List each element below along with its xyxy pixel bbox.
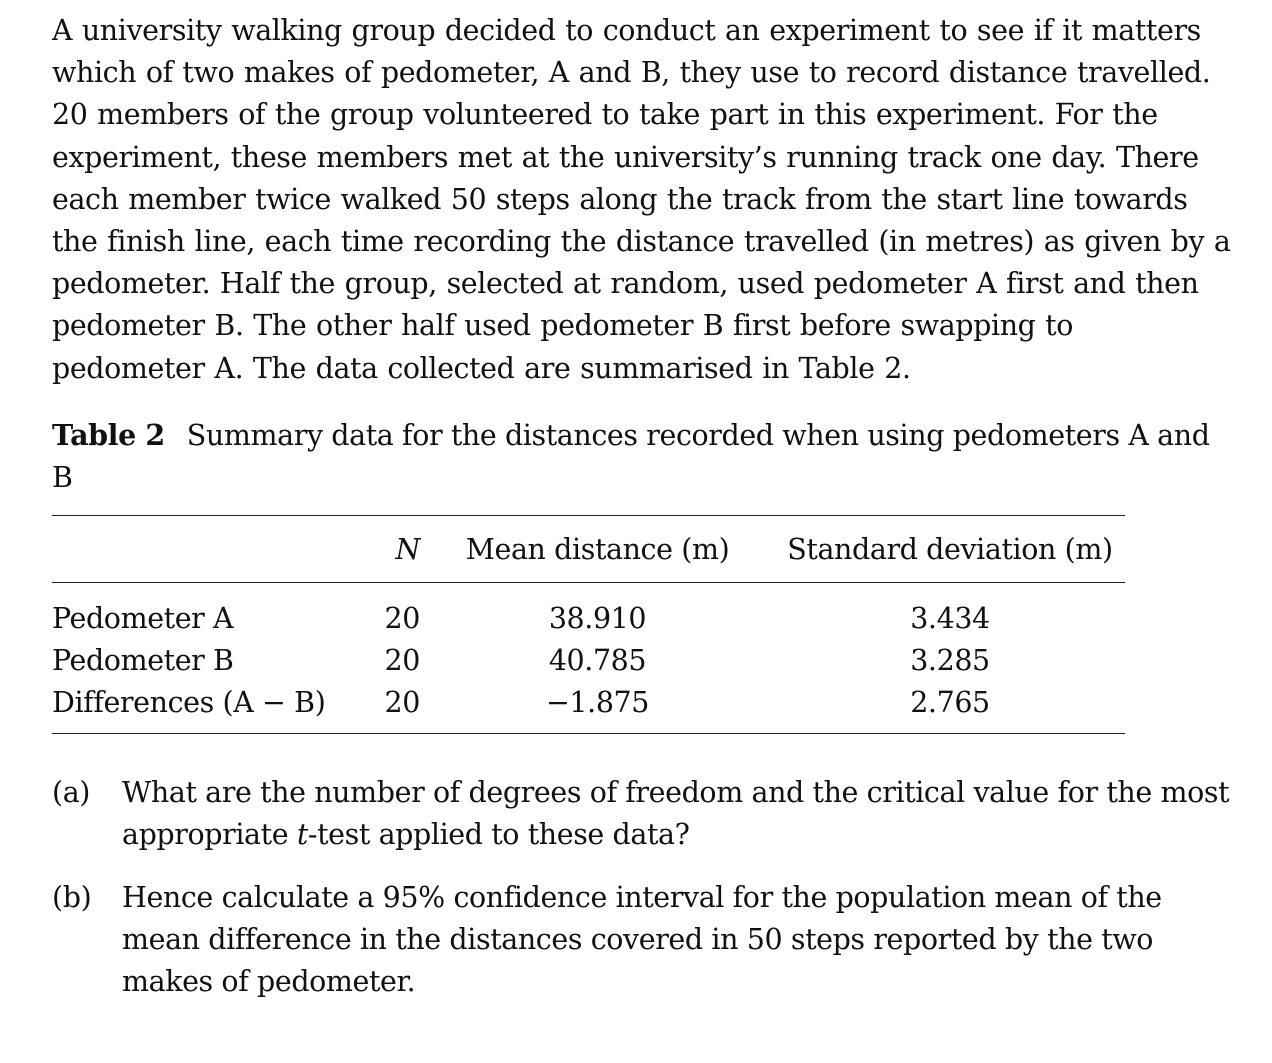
table-title: Summary data for the distances recorded when using pedometers A and B <box>52 418 1210 495</box>
row-n: 20 <box>384 601 420 635</box>
row-sd: 3.434 <box>910 601 990 635</box>
document-page <box>52 10 1232 1023</box>
question-b <box>52 877 1232 1004</box>
row-name: Pedometer B <box>52 643 234 677</box>
row-mean: 40.785 <box>548 643 647 677</box>
intro-paragraph: A university walking group decided to conduct an experiment to see if it matters which of two makes of pedometer, A and B, they use to record distance travelled. 20 members of the group volunteered to take part in this experiment. For the experiment, these members met at the university’s running track one day. There each member twice walked 50 steps along the track from the start line towards the finish line, each time recording the distance travelled (in metres) as given by a pedometer. Half the group, selected at random, used pedometer A first and then pedometer B. The other half used pedometer B first before swapping to pedometer A. The data collected are summarised in Table 2. <box>52 14 1231 385</box>
table-row-pedometer-a <box>52 583 1125 640</box>
question-a-text-part1: What are the number of degrees of freedom and the critical value for the most appropriate <box>122 776 1230 852</box>
question-a-italic-t: t <box>296 818 308 852</box>
header-n: N <box>372 516 420 583</box>
question-list <box>52 772 1232 1003</box>
row-sd: 2.765 <box>775 681 1125 734</box>
row-sd: 3.285 <box>910 643 990 677</box>
header-row-label <box>52 516 372 583</box>
row-name: Pedometer A <box>52 601 234 635</box>
header-sd: Standard deviation (m) <box>775 516 1125 583</box>
question-a-text <box>122 772 1232 856</box>
question-a-label: (a) <box>52 776 91 810</box>
question-a-text-part2: -test applied to these data? <box>307 818 690 852</box>
table-label: Table 2 <box>52 417 165 452</box>
question-b-text: Hence calculate a 95% confidence interval for the population mean of the mean difference in the distances covered in 50 steps reported by the two makes of pedometer. <box>122 880 1162 999</box>
row-n: 20 <box>372 681 420 734</box>
question-a <box>52 772 1232 856</box>
table-header-row <box>52 516 1125 583</box>
summary-table <box>52 515 1125 734</box>
row-n: 20 <box>384 643 420 677</box>
question-b-label: (b) <box>52 880 92 914</box>
header-mean: Mean distance (m) <box>420 516 775 583</box>
table-caption <box>52 414 1232 499</box>
table-row-differences <box>52 681 1125 734</box>
row-mean: −1.875 <box>420 681 775 734</box>
row-name: Differences (A − B) <box>52 681 372 734</box>
row-mean: 38.910 <box>548 601 647 635</box>
table-row-pedometer-b <box>52 639 1125 681</box>
